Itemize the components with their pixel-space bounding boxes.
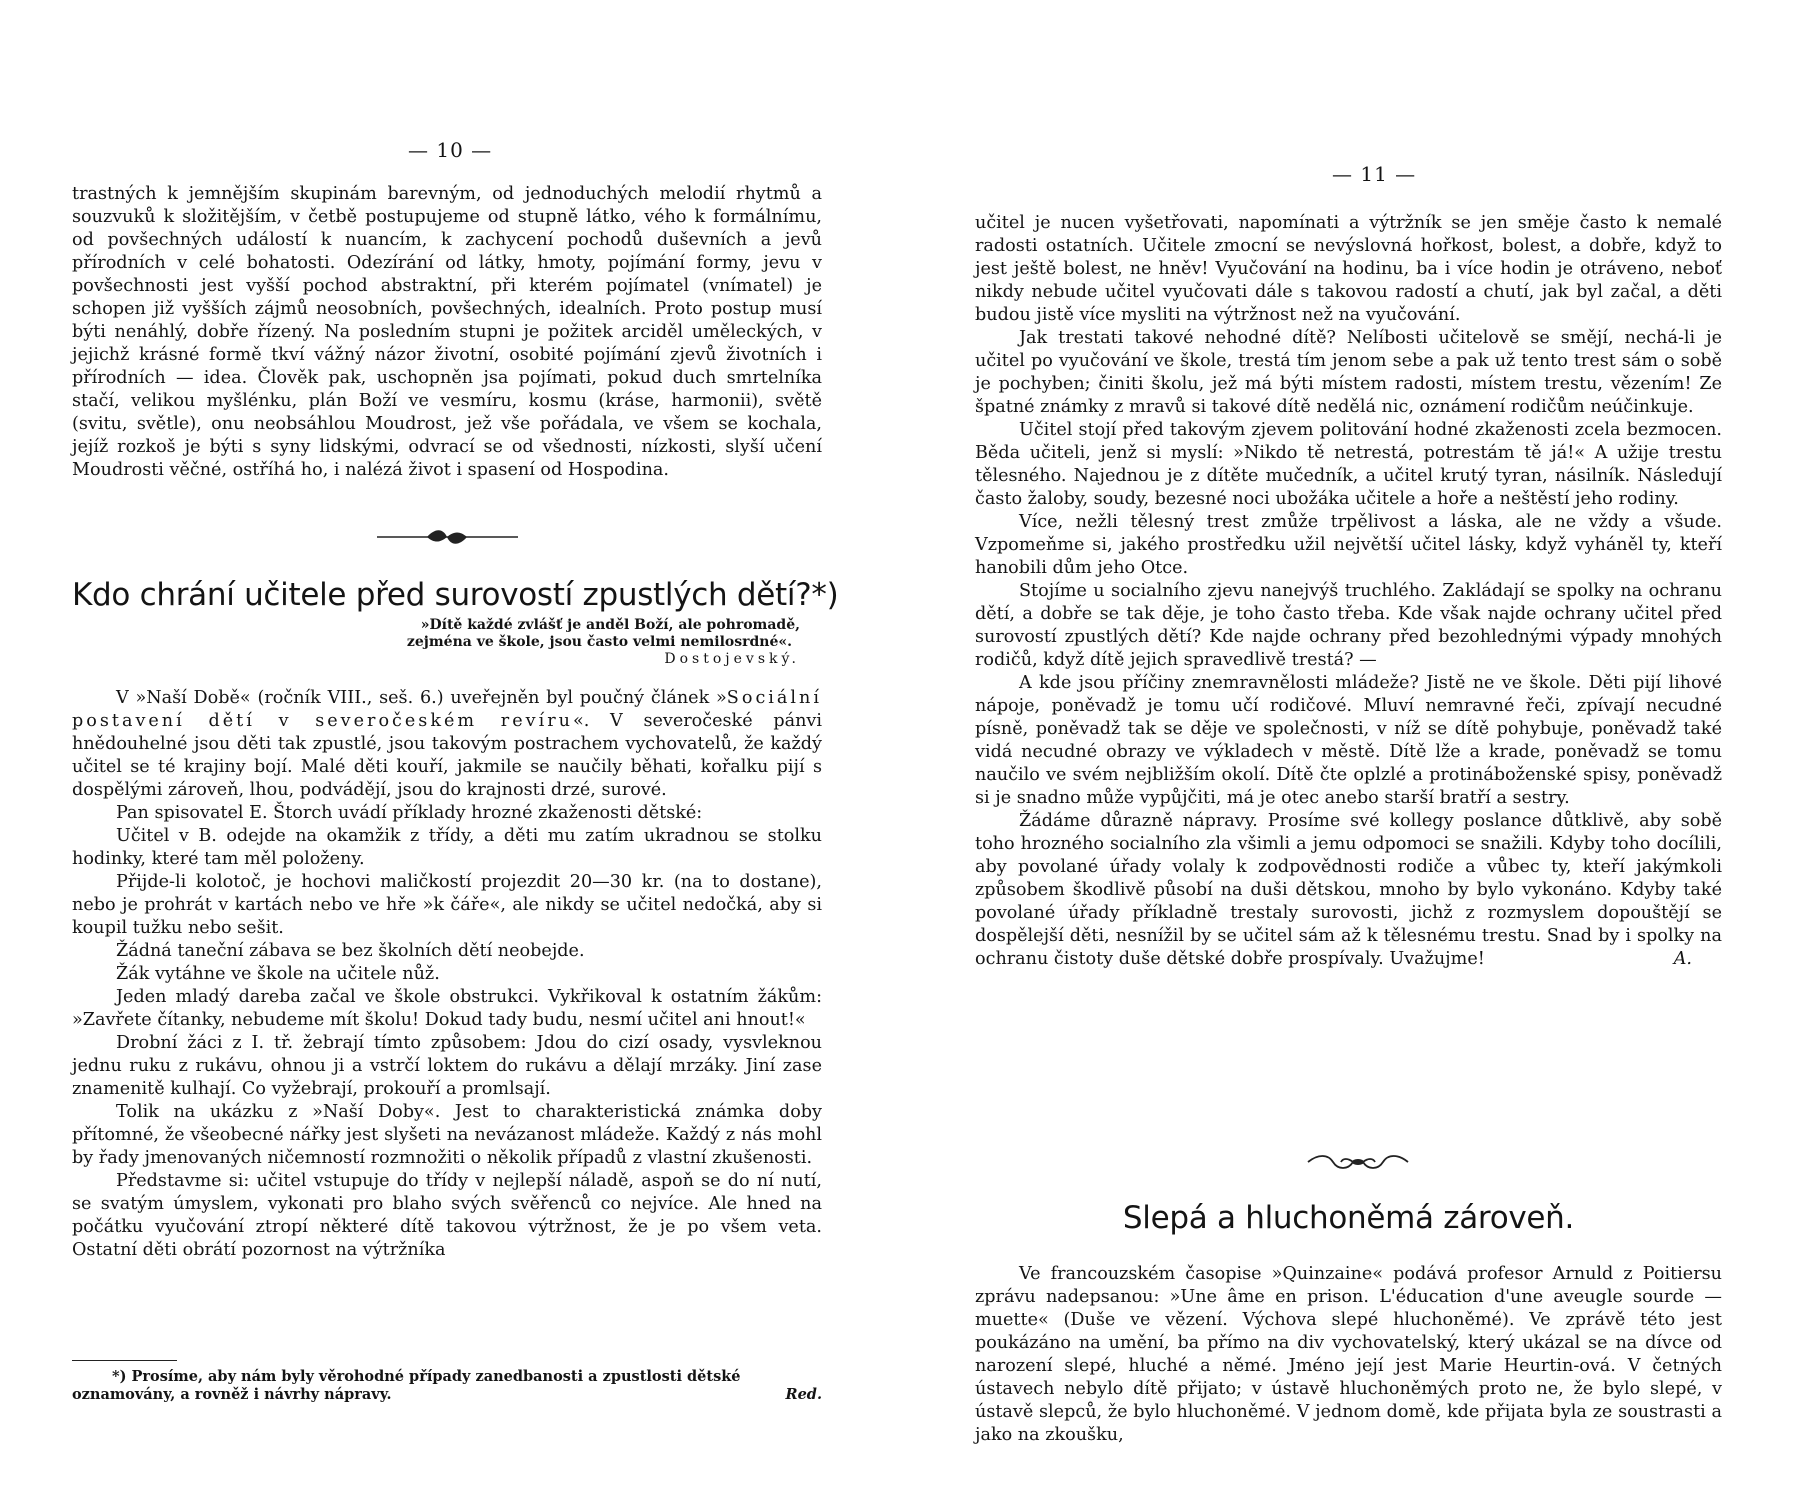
article-title: Slepá a hluchoněmá zároveň. (1122, 1200, 1575, 1236)
motto-block (300, 617, 800, 667)
paragraph: Představme si: učitel vstupuje do třídy v nejlepší náladě, aspoň se do ní nutí, se svatým úmyslem, vykonati pro blaho svých svěřenců co nejvíce. Ale hned na počátku vyučování ztropí některé dítě takovou výtržnost, že je po všem veta. Ostatní děti obrátí pozornost na výtržníka (72, 1171, 822, 1260)
paragraph: Více, nežli tělesný trest zmůže trpělivost a láska, ale ne vždy a všude. Vzpomeňme si, jakého prostředku užil největší učitel lásky, když vyháněl ty, kteří hanobili dům jeho Otce. (975, 512, 1722, 578)
motto-line: zejména ve škole, jsou často velmi nemilosrdné«. (406, 634, 792, 650)
intro-paragraph: trastných k jemnějším skupinám barevným, od jednoduchých melodií rhytmů a souzvuků k složitějším, v četbě postupujeme od stupně látko, vého k formálnímu, od povšechných událostí k nuancím, k zachycení pochodů duševních a jevů přírodních v celé bohatosti. Odezírání od látky, hmoty, pojímání formy, jevu v povšechnosti jest vyšší pochod abstraktní, při kterém pojímatel (vnímatel) je schopen již vyšších zájmů neosobních, povšechných, idealních. Proto postup musí býti nenáhlý, dobře řízený. Na posledním stupni je požitek arciděl uměleckých, v jejichž krásné formě tkví vážný názor životní, osobité pojímání zjevů životních i přírodních — idea. Člověk pak, uschopněn jsa pojímati, pokud duch smrtelníka stačí, velikou myšlénku, plán Boží ve vesmíru, kosmu (kráse, harmonii), světě (svitu, světle), onu neobsáhlou Moudrost, jež vše pořádala, ve všem se kochala, jejíž rozkoš je býti s syny lidskými, odvrací se od všednosti, nízkosti, slyší učení Moudrosti věčné, ostříhá ho, i nalézá život i spasení od Hospodina. (72, 184, 822, 480)
footnote-rule (72, 1360, 177, 1361)
right-column-article2 (975, 1263, 1722, 1447)
paragraph: V »Naší Době« (ročník VIII., seš. 6.) uveřejněn byl poučný článek »Sociální postavení dětí v severočeském revíru«. V severočeské pánvi hnědouhelné jsou děti tak zpustlé, jsou takovým postrachem vychovatelů, že každý učitel se té krajiny bojí. Malé děti kouří, jakmile se naučily běhati, kořalku pijí s dospělými zároveň, lhou, podvádějí, jsou do krajnosti drzé, surové. (72, 688, 822, 800)
page-number: — 11 — (1332, 162, 1417, 186)
paragraph: Žádná taneční zábava se bez školních dětí neobejde. (116, 941, 585, 961)
page-number: — 10 — (408, 138, 493, 162)
paragraph: učitel je nucen vyšetřovati, napomínati a výtržník se jen směje často k nemalé radosti ostatních. Učitele zmocní se nevýslovná hořkost, bolest, a dobře, když to jest ještě bolest, ne hněv! Vyučování na hodinu, ba i více hodin je otráveno, neboť nikdy nebude učitel vyučovati dále s takovou radostí a chutí, jak byl začal, a děti budou jistě více mysliti na výtržnost než na vyučování. (975, 213, 1722, 325)
paragraph: A kde jsou příčiny znemravnělosti mládeže? Jistě ne ve škole. Děti pijí lihové nápoje, poněvadž je tomu učí rodičové. Mluví nemravné řeči, zpívají necudné písně, poněvadž tak se děje ve společnosti, v níž se dítě pohybuje, poněvadž také vidá necudné obrazy ve výkladech v městě. Dítě lže a krade, poněvadž se tomu naučilo ve svém nejbližším okolí. Dítě čte oplzlé a protináboženské spisy, poněvadž si je snadno může vypůjčiti, má je otec anebo starší bratří a sestry. (975, 673, 1722, 808)
paragraph: Tolik na ukázku z »Naší Doby«. Jest to charakteristická známka doby přítomné, že všeobecné nářky jest slyšeti na nevázanost mládeže. Každý z nás mohl by řady jmenovaných ničemností rozmnožiti o několik případů z vlastní zkušenosti. (72, 1102, 822, 1168)
paragraph: Jeden mladý dareba začal ve škole obstrukci. Vykřikoval k ostatním žákům: »Zavřete čítanky, nebudeme mít školu! Dokud tady budu, nesmí učitel ani hnout!« (72, 987, 822, 1030)
footnote-text: *) Prosíme, aby nám byly věrohodné případy zanedbanosti a zpustlosti dětské oznamovány, a rovněž i návrhy nápravy. (72, 1368, 741, 1403)
section-ornament (375, 526, 520, 548)
paragraph: Jak trestati takové nehodné dítě? Nelíbosti učitelově se smějí, nechá-li je učitel po vyučování ve škole, trestá tím jenom sebe a pak už tento trest sám o sobě je pochyben; činiti školu, jež má býti místem radosti, místem trestu, vězením! Ze špatné známky z mravů si takové dítě nedělá nic, oznámení rodičům neúčinkuje. (975, 328, 1722, 417)
paragraph: Přijde-li kolotoč, je hochovi maličkostí projezdit 20—30 kr. (na to dostane), nebo je prohrát v kartách nebo ve hře »k čáře«, ale nikdy se učitel nedočká, aby si koupil tužku nebo sešit. (72, 872, 822, 938)
paragraph: Učitel stojí před takovým zjevem politování hodné zkaženosti zcela bezmocen. Běda učiteli, jenž si myslí: »Nikdo tě netrestá, potrestám tě já!« A užije trestu tělesného. Najednou je z dítěte mučedník, a učitel krutý tyran, násilník. Následují často žaloby, soudy, bezesné noci ubožáka učitele a hoře a neštěstí jeho rodiny. (975, 420, 1722, 509)
paragraph: Stojíme u socialního zjevu nanejvýš truchlého. Zakládají se spolky na ochranu dětí, a dobře se tak děje, je toho často třeba. Kde však najde ochrany učitel před surovostí zpustlých dětí? Kde najde ochrany před bezohlednými výpady mnohých rodičů, když dítě jejich spravedlivě trestá? — (975, 581, 1722, 670)
paragraph: Žák vytáhne ve škole na učitele nůž. (116, 964, 440, 984)
motto-line: »Dítě každé zvlášť je anděl Boží, ale pohromadě, (420, 617, 800, 633)
motto-author: Dostojevský. (664, 651, 800, 667)
article-reference: Sociální postavení dětí v severočeském revíru (72, 688, 822, 731)
paragraph: Drobní žáci z I. tř. žebrají tímto způsobem: Jdou do cizí osady, vysvleknou jednu ruku z rukávu, ohnou ji a vstrčí loktem do rukávu a dělají mrzáky. Jiní zase znamenitě kulhají. Co vyžebrají, prokouří a promlsají. (72, 1033, 822, 1099)
article2-header (975, 1200, 1722, 1236)
paragraph: Žádáme důrazně nápravy. Prosíme své kollegy poslance důtklivě, aby sobě toho hrozného socialního zla všimli a jemu odpomoci se snažili. Kdyby toho docílili, aby povolané úřady volaly k zodpovědnosti rodiče a vůbec ty, kteří jakýmkoli způsobem škodlivě působí na duši dětskou, mnoho by bylo vykonáno. Kdyby také povolané úřady příkladně trestaly surovosti, jichž z rozmyslem dopouštějí se dospělejší děti, nesnížil by se učitel sám až k tělesnému trestu. Snad by i spolky na ochranu čistoty duše dětské dobře prospívaly. Uvažujme! A. (975, 811, 1722, 969)
left-column-article (72, 687, 822, 1262)
right-page (900, 0, 1800, 1500)
paragraph: Učitel v B. odejde na okamžik z třídy, a děti mu zatím ukradnou se stolku hodinky, které tam měl položeny. (72, 826, 822, 869)
left-column-top (72, 183, 822, 482)
article-title: Kdo chrání učitele před surovostí zpustlých dětí?*) (72, 577, 839, 613)
right-column-top (975, 212, 1722, 971)
paragraph: Pan spisovatel E. Štorch uvádí příklady hrozné zkaženosti dětské: (116, 803, 703, 823)
footnote-signature: Red. (785, 1386, 822, 1403)
article-signature: A. (1673, 949, 1692, 969)
paragraph: Ve francouzském časopise »Quinzaine« podává profesor Arnuld z Poitiersu zprávu nadepsanou: »Une âme en prison. L'éducation d'une aveugle sourde — muette« (Duše ve vězení. Výchova slepé hluchoněmé). Ve zprávě této jest poukázáno na umění, ba přímo na div vychovatelský, který ukázal se na dívce od narození slepé, hluché a němé. Jméno její jest Marie Heurtin-ová. V četných ústavech nebylo dítě přijato; v ústavě hluchoněmých proto ne, že bylo slepé, v ústavě slepců, že bylo hluchoněmé. V jednom domě, kde přijata byla ze soustrasti a jako na zkoušku, (975, 1264, 1722, 1445)
section-ornament (1303, 1152, 1413, 1172)
article-header (72, 577, 872, 613)
footnote (72, 1368, 822, 1404)
